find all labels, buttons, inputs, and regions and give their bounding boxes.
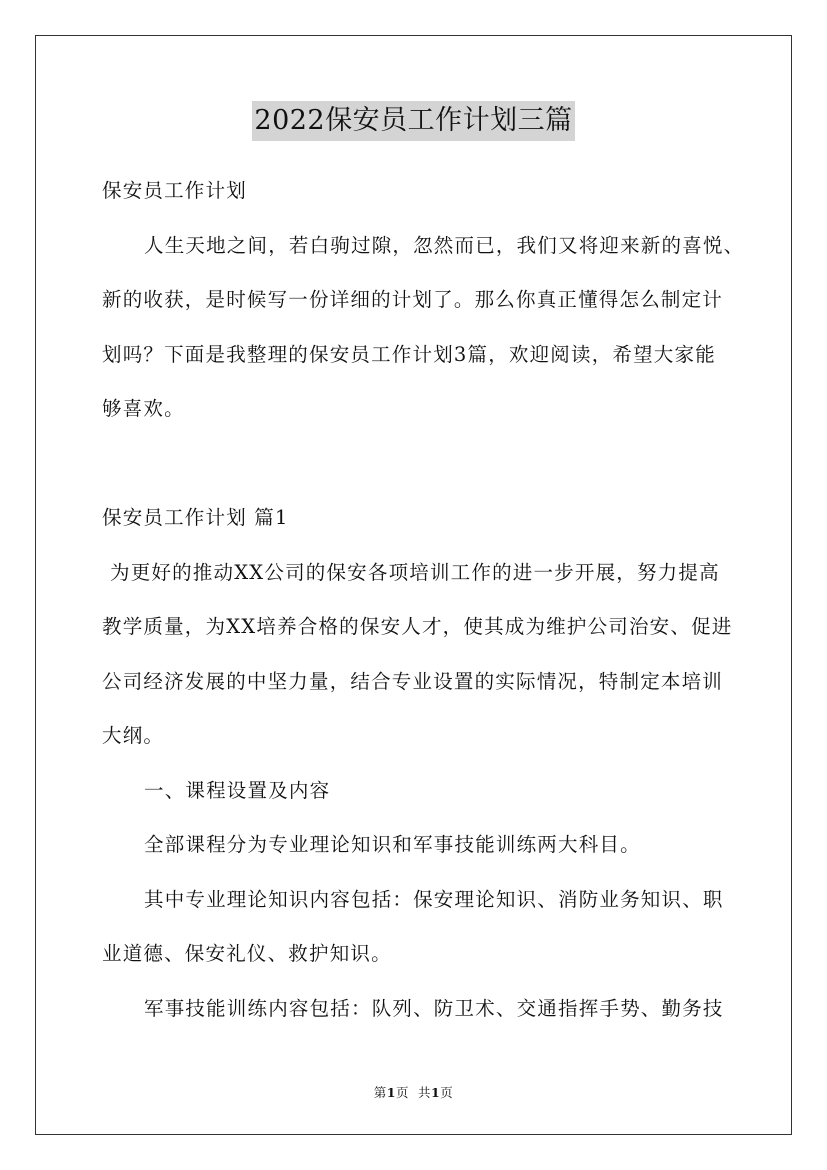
- document-title: 2022保安员工作计划三篇: [252, 101, 574, 141]
- intro-heading: 保安员工作计划: [102, 179, 247, 202]
- section1-para3-line-1: 其中专业理论知识内容包括：保安理论知识、消防业务知识、职: [144, 887, 724, 911]
- section1-para1-line-3: 公司经济发展的中坚力量，结合专业设置的实际情况，特制定本培训: [102, 669, 724, 693]
- section1-block: [102, 491, 733, 1036]
- intro-line-4: 够喜欢。: [102, 397, 185, 420]
- footer-page-suffix: 页: [396, 1085, 410, 1100]
- section1-para4: 军事技能训练内容包括：队列、防卫术、交通指挥手势、勤务技: [144, 996, 724, 1020]
- section1-para2: 全部课程分为专业理论知识和军事技能训练两大科目。: [144, 833, 641, 856]
- section1-para3-line-2: 业道德、保安礼仪、救护知识。: [102, 942, 392, 965]
- footer-total-suffix: 页: [440, 1085, 454, 1100]
- intro-line-1: 人生天地之间，若白驹过隙，忽然而已，我们又将迎来新的喜悦、: [144, 233, 745, 257]
- footer-total-num: 1: [430, 1085, 441, 1100]
- section1-subheading: 一、课程设置及内容: [144, 778, 331, 802]
- intro-line-3: 划吗？下面是我整理的保安员工作计划3篇，欢迎阅读，希望大家能: [102, 342, 716, 366]
- intro-block: [102, 164, 745, 437]
- footer-page-prefix: 第: [373, 1085, 387, 1100]
- title-wrap: [0, 101, 827, 141]
- section1-para1-line-2: 教学质量，为XX培养合格的保安人才，使其成为维护公司治安、促进: [102, 615, 733, 638]
- footer-total-prefix: 共: [417, 1085, 431, 1100]
- section1-para1-line-4: 大纲。: [102, 724, 165, 747]
- footer-page-num: 1: [386, 1085, 396, 1100]
- section1-heading: 保安员工作计划 篇1: [102, 506, 289, 529]
- section1-para1-line-1: 为更好的推动XX公司的保安各项培训工作的进一步开展，努力提高: [110, 560, 720, 584]
- page-footer: [0, 1083, 827, 1101]
- intro-line-2: 新的收获，是时候写一份详细的计划了。那么你真正懂得怎么制定计: [102, 288, 724, 311]
